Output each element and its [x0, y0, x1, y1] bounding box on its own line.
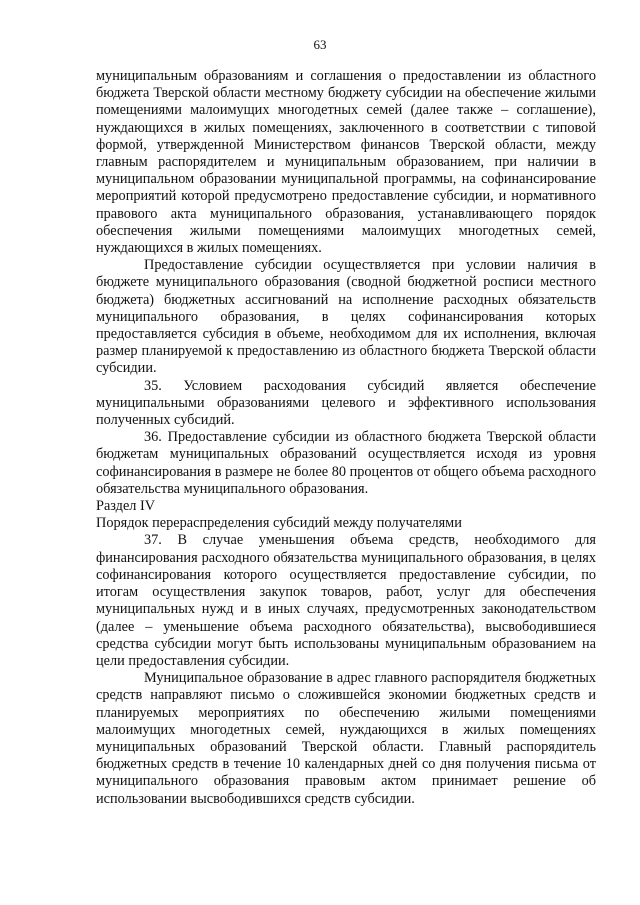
section-subtitle: Порядок перераспределения субсидий между получателями: [96, 515, 462, 532]
paragraph-item-35: 35. Условием расходования субсидий является обеспечение муниципальными образованиями целевого и эффективного использования полученных субсидий.: [96, 377, 596, 429]
paragraph: Предоставление субсидии осуществляется при условии наличия в бюджете муниципального образования (сводной бюджетной росписи местного бюджета) бюджетных ассигнований на исполнение расходных обязательств муниципального образования, в целях софинансирования которых предоставляется субсидия в объеме, необходимом для их исполнения, включая размер планируемой к предоставлению из областного бюджета Тверской области субсидии.: [96, 257, 596, 377]
document-body: [96, 68, 596, 808]
paragraph-continuation: муниципальным образованиям и соглашения о предоставлении из областного бюджета Тверской области местному бюджету субсидии на обеспечение жилыми помещениями малоимущих многодетных семей (далее также – соглашение), нуждающихся в жилых помещениях, заключенного в соответствии с типовой формой, утвержденной Министерством финансов Тверской области, между главным распорядителем и муниципальным образованием, при наличии в муниципальном образовании муниципальной программы, на софинансирование мероприятий которой предусмотрено предоставление субсидии, и нормативного правового акта муниципального образования, устанавливающего порядок обеспечения жилыми помещениями малоимущих многодетных семей, нуждающихся в жилых помещениях.: [96, 68, 596, 257]
section-title: Раздел IV: [96, 498, 156, 515]
paragraph: Муниципальное образование в адрес главного распорядителя бюджетных средств направляют письмо о сложившейся экономии бюджетных средств и планируемых мероприятиях по обеспечению жилыми помещениями малоимущих многодетных семей, нуждающихся в жилых помещениях муниципальных образований Тверской области. Главный распорядитель бюджетных средств в течение 10 календарных дней со дня получения письма от муниципального образования правовым актом принимает решение об использовании высвободившихся средств субсидии.: [96, 670, 596, 807]
page-number: 63: [313, 37, 327, 52]
paragraph-item-37: 37. В случае уменьшения объема средств, необходимого для финансирования расходного обязательства муниципального образования, в целях софинансирования которого осуществляется предоставление субсидии, по итогам осуществления закупок товаров, работ, услуг для обеспечения муниципальных нужд и в иных случаях, предусмотренных законодательством (далее – уменьшение объема расходного обязательства), высвободившиеся средства субсидии могут быть использованы муниципальным образованием на цели предоставления субсидии.: [96, 532, 596, 669]
paragraph-item-36: 36. Предоставление субсидии из областного бюджета Тверской области бюджетам муниципальных образований осуществляется исходя из уровня софинансирования в размере не более 80 процентов от общего объема расходного обязательства муниципального образования.: [96, 429, 596, 497]
